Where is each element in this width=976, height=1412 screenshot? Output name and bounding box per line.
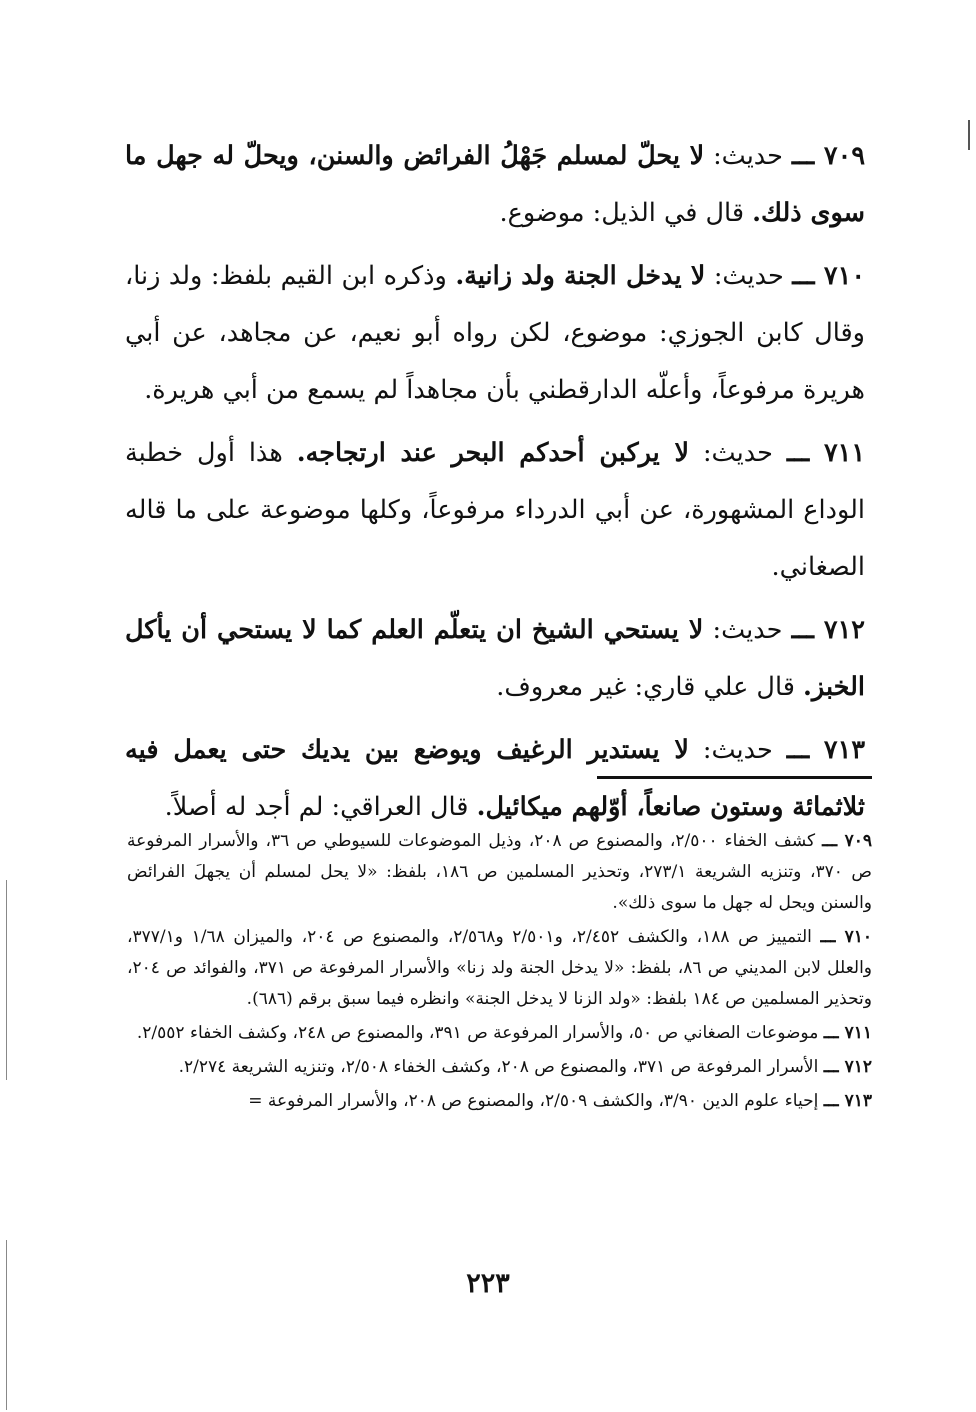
entry-number: ٧١٠ ـــ [792, 261, 866, 291]
hadith-entry [125, 128, 865, 242]
margin-mark [968, 120, 970, 150]
hadith-text: لا يدخل الجنة ولد زانية. [455, 261, 706, 291]
hadith-text: لا يستحي الشيخ ان يتعلّم العلم كما لا يستحي أن يأكل الخبز. [125, 615, 865, 702]
entry-number: ٧١٣ ـــ [786, 735, 866, 765]
footnote-text: التمييز ص ١٨٨، والكشف ٢/٤٥٢، و٢/٥٠١ و٢/٥٦٨، والمصنوع ص ٢٠٤، والميزان ١/٦٨ و٣٧٧/١، والعلل لابن المديني ص ٨٦، بلفظ: «لا يدخل الجنة ولد زنا» والأسرار المرفوعة ص ٣٧١، والفوائد ص ٢٠٤، وتحذير المسلمين ص ١٨٤ بلفظ: «ولد الزنا لا يدخل الجنة» وانظره فيما سبق برقم (٦٨٦). [127, 927, 873, 1009]
footnote-text: إحياء علوم الدين ٣/٩٠، والكشف ٢/٥٠٩، والمصنوع ص ٢٠٨، والأسرار المرفوعة = [248, 1091, 819, 1111]
footnote-number: ٧١٣ ـــ [823, 1091, 872, 1111]
footnote-text: كشف الخفاء ٢/٥٠٠، والمصنوع ص ٢٠٨، وذيل الموضوعات للسيوطي ص ٣٦، والأسرار المرفوعة ص ٣٧٠، وتنزيه الشريعة ٢٧٣/١، وتحذير المسلمين ص ١٨٦، بلفظ: «لا يحل لمسلم أن يجهلَ الفرائض والسنن ويحل له جهل ما سوى ذلك». [127, 831, 872, 913]
entry-commentary: قال علي قاري: غير معروف. [496, 672, 795, 702]
footnote [127, 1052, 872, 1083]
main-text [125, 128, 865, 842]
margin-mark [6, 880, 7, 1080]
hadith-text: لا يحلّ لمسلم جَهْلُ الفرائض والسنن، ويحلّ له جهل ما سوى ذلك. [125, 141, 865, 228]
entry-label: حديث: [712, 615, 783, 645]
entry-label: حديث: [713, 261, 784, 291]
footnote-number: ٧٠٩ ـــ [822, 831, 872, 851]
entry-number: ٧٠٩ ـــ [791, 141, 866, 171]
entry-label: حديث: [702, 438, 773, 468]
footnote [127, 922, 872, 1015]
footnote-text: موضوعات الصغاني ص ٥٠، والأسرار المرفوعة ص ٣٩١، والمصنوع ص ٢٤٨، وكشف الخفاء ٢/٥٥٢. [136, 1023, 819, 1043]
entry-commentary: قال في الذيل: موضوع. [499, 198, 745, 228]
page-number: ٢٢٣ [466, 1268, 510, 1299]
hadith-entry [125, 602, 865, 716]
entry-label: حديث: [702, 735, 773, 765]
footnote-number: ٧١٢ ـــ [823, 1057, 872, 1077]
footnote-number: ٧١١ ـــ [823, 1023, 872, 1043]
margin-mark [6, 1240, 7, 1410]
hadith-entry [125, 425, 865, 596]
entry-commentary: قال العراقي: لم أجد له أصلاً. [164, 792, 469, 822]
entry-commentary: هذا أول خطبة الوداع المشهورة، عن أبي الدرداء مرفوعاً، وكلها موضوعة على ما قاله الصغاني. [125, 438, 865, 582]
entry-number: ٧١١ ـــ [786, 438, 866, 468]
hadith-entry [125, 248, 865, 419]
hadith-text: لا يستدير الرغيف ويوضع بين يديك حتى يعمل فيه ثلاثمائة وستون صانعاً، أوّلهم ميكائيل. [125, 735, 865, 822]
footnote-number: ٧١٠ ـــ [820, 927, 872, 947]
entry-label: حديث: [713, 141, 783, 171]
footnote [127, 1018, 872, 1049]
footnote [127, 1086, 872, 1117]
footnotes [127, 826, 872, 1120]
entry-commentary: وذكره ابن القيم بلفظ: ولد زنا، وقال كابن الجوزي: موضوع، لكن رواه أبو نعيم، عن مجاهد، عن أبي هريرة مرفوعاً، وأعلّه الدارقطني بأن مجاهداً لم يسمع من أبي هريرة. [125, 261, 865, 405]
hadith-text: لا يركبن أحدكم البحر عند ارتجاجه. [296, 438, 690, 468]
footnote-text: الأسرار المرفوعة ص ٣٧١، والمصنوع ص ٢٠٨، وكشف الخفاء ٢/٥٠٨، وتنزيه الشريعة ٢/٢٧٤. [178, 1057, 819, 1077]
footnote-separator [597, 776, 872, 779]
entry-number: ٧١٢ ـــ [791, 615, 865, 645]
footnote [127, 826, 872, 919]
hadith-entry [125, 722, 865, 836]
